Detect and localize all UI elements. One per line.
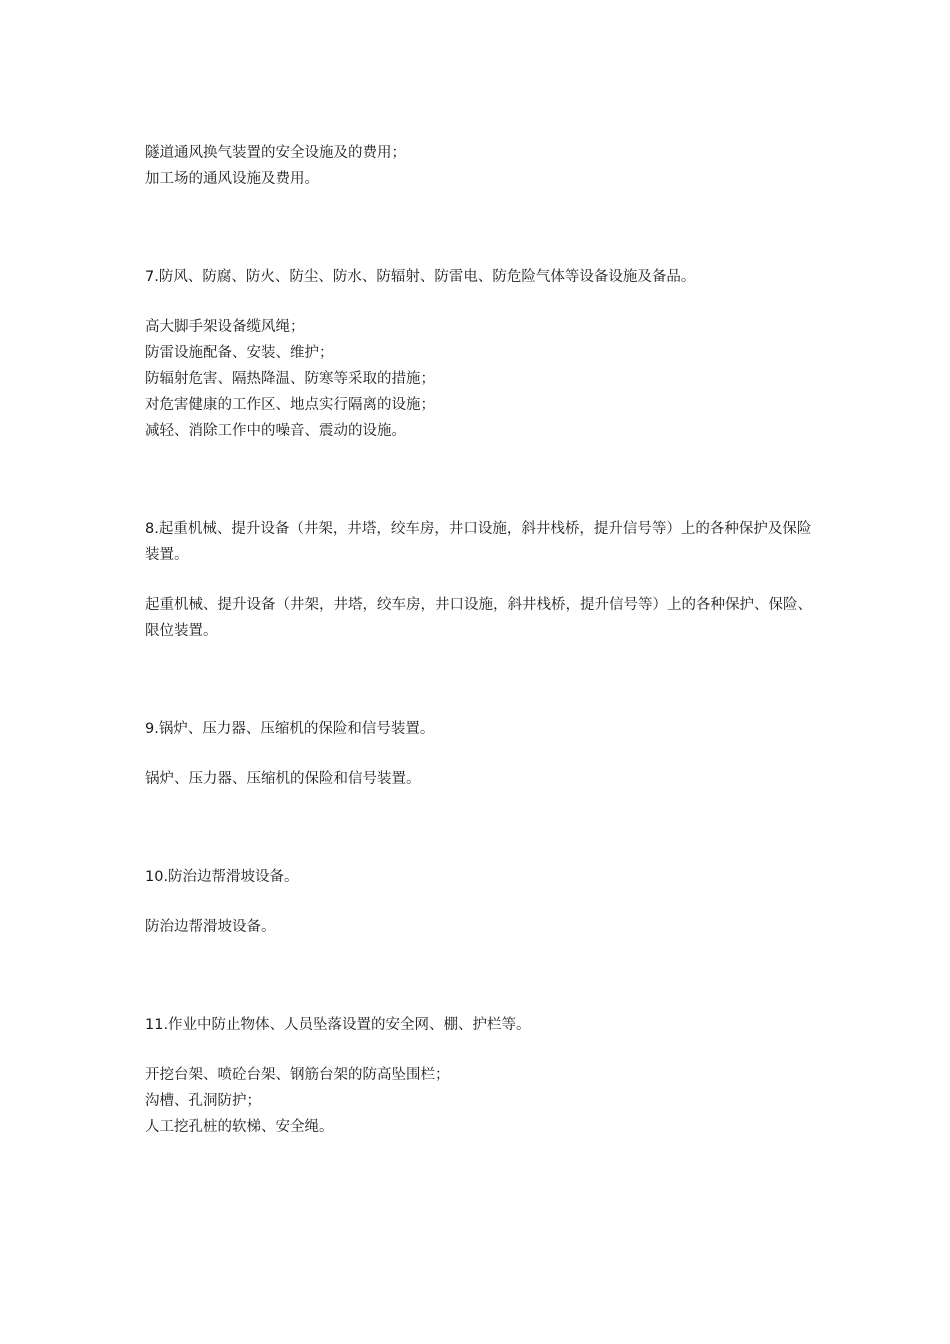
list-item: 高大脚手架设备缆风绳； (145, 319, 305, 335)
list-item: 防治边帮滑坡设备。 (145, 919, 276, 935)
section-heading: 7.防风、防腐、防火、防尘、防水、防辐射、防雷电、防危险气体等设备设施及备品。 (145, 269, 696, 285)
document-body (145, 140, 815, 1140)
section-items (145, 1062, 815, 1140)
section-10 (145, 864, 815, 940)
list-item: 开挖台架、喷砼台架、钢筋台架的防高坠围栏； (145, 1067, 450, 1083)
intro-line: 加工场的通风设施及费用。 (145, 171, 319, 187)
section-11 (145, 1012, 815, 1140)
section-7 (145, 264, 815, 444)
section-items (145, 592, 815, 644)
section-items (145, 314, 815, 444)
section-heading: 11.作业中防止物体、人员坠落设置的安全网、棚、护栏等。 (145, 1017, 531, 1033)
section-9 (145, 716, 815, 792)
list-item: 防雷设施配备、安装、维护； (145, 345, 334, 361)
list-item: 防辐射危害、隔热降温、防寒等采取的措施； (145, 371, 435, 387)
section-heading: 10.防治边帮滑坡设备。 (145, 869, 299, 885)
list-item: 人工挖孔桩的软梯、安全绳。 (145, 1119, 334, 1135)
list-item: 沟槽、孔洞防护； (145, 1093, 261, 1109)
list-item: 起重机械、提升设备（井架，井塔，绞车房，井口设施，斜井栈桥，提升信号等）上的各种保护、保险、限位装置。 (145, 597, 812, 639)
section-heading: 8.起重机械、提升设备（井架，井塔，绞车房，井口设施，斜井栈桥，提升信号等）上的各种保护及保险装置。 (145, 521, 812, 563)
list-item: 减轻、消除工作中的噪音、震动的设施。 (145, 423, 406, 439)
intro-block (145, 140, 815, 192)
section-8 (145, 516, 815, 644)
intro-line: 隧道通风换气装置的安全设施及的费用； (145, 145, 406, 161)
list-item: 锅炉、压力器、压缩机的保险和信号装置。 (145, 771, 421, 787)
list-item: 对危害健康的工作区、地点实行隔离的设施； (145, 397, 435, 413)
section-heading: 9.锅炉、压力器、压缩机的保险和信号装置。 (145, 721, 435, 737)
section-items (145, 766, 815, 792)
section-items (145, 914, 815, 940)
